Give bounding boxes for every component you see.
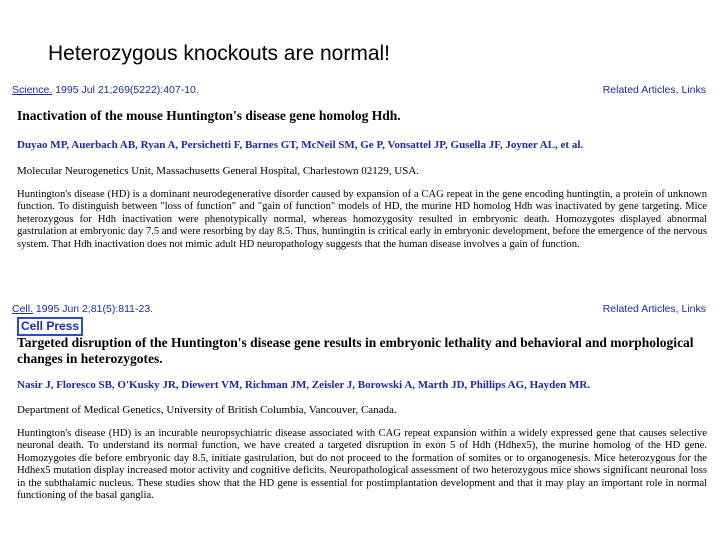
journal-link[interactable]: Cell. xyxy=(12,303,34,315)
citation-reference: 1995 Jun 2;81(5):811-23. xyxy=(33,303,154,315)
affiliation: Molecular Neurogenetics Unit, Massachusetts General Hospital, Charlestown 02129, USA. xyxy=(17,165,420,177)
citation xyxy=(12,303,153,315)
citation-reference: 1995 Jul 21;269(5222):407-10. xyxy=(52,84,199,96)
article-title: Targeted disruption of the Huntington's disease gene results in embryonic lethality and behavioral and morphological changes in heterozygotes. xyxy=(17,335,694,366)
affiliation: Department of Medical Genetics, University of British Columbia, Vancouver, Canada. xyxy=(17,404,397,416)
abstract-text: Huntington's disease (HD) is a dominant neurodegenerative disorder caused by expansion of a CAG repeat in the gene encoding huntingtin, a protein of unknown function. To distinguish between "loss of function" and "gain of function" models of HD, the murine HD homolog Hdh was inactivated by gene targeting. Mice heterozygous for Hdh inactivation were phenotypically normal, whereas homozygosity resulted in embryonic death. Homozygotes displayed abnormal gastrulation at embryonic day 7.5 and were resorbing by day 8.5. Thus, huntingtin is critical early in embryonic development, before the emergence of the nervous system. That Hdh inactivation does not mimic adult HD neuropathology suggests that the human disease involves a gain of function. xyxy=(17,189,707,250)
abstract-text: Huntington's disease (HD) is an incurable neuropsychiatric disease associated with CAG repeat expansion within a widely expressed gene that causes selective neuronal death. To understand its normal function, we have created a targeted disruption in exon 5 of Hdh (Hdhex5), the murine homolog of the HD gene. Homozygotes die before embryonic day 8.5, initiate gastrulation, but do not proceed to the formation of somites or to organogenesis. Mice heterozygous for the Hdhex5 mutation display increased motor activity and cognitive deficits. Neuropathological assessment of two heterozygous mice shows significant neuronal loss in the subthalamic nucleus. These studies show that the HD gene is essential for postimplantation development and that it may play an important role in normal functioning of the basal ganglia. xyxy=(17,428,707,502)
citation xyxy=(12,84,199,96)
abstract-record xyxy=(17,335,707,502)
article-title: Inactivation of the mouse Huntington's disease gene homolog Hdh. xyxy=(17,108,401,123)
related-articles-link[interactable]: Related Articles, Links xyxy=(602,84,706,96)
publisher-link-button[interactable]: Cell Press xyxy=(17,317,83,336)
citation-row xyxy=(12,84,706,98)
abstract-record xyxy=(17,108,707,251)
author-list[interactable]: Nasir J, Floresco SB, O'Kusky JR, Diewert VM, Richman JM, Zeisler J, Borowski A, Marth JD, Phillips AG, Hayden MR. xyxy=(17,379,591,391)
journal-link[interactable]: Science. xyxy=(12,84,53,96)
author-list[interactable]: Duyao MP, Auerbach AB, Ryan A, Persichetti F, Barnes GT, McNeil SM, Ge P, Vonsattel JP, Gusella JF, Joyner AL, et al. xyxy=(17,139,584,151)
citation-row xyxy=(12,303,706,317)
slide-title: Heterozygous knockouts are normal! xyxy=(48,42,390,65)
related-articles-link[interactable]: Related Articles, Links xyxy=(602,303,706,315)
